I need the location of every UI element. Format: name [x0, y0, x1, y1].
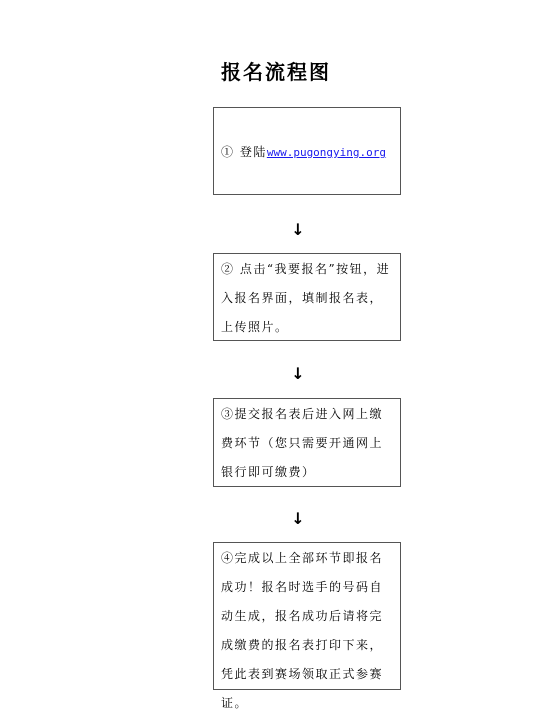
step-2-text: ② 点击“我要报名”按钮，进入报名界面，填制报名表，上传照片。 — [221, 262, 391, 334]
step-3-box — [213, 398, 401, 487]
down-arrow-icon: ↓ — [291, 509, 305, 528]
website-link[interactable]: www.pugongying.org — [266, 146, 387, 159]
step-4-box — [213, 542, 401, 710]
down-arrow-icon: ↓ — [291, 364, 305, 383]
page-title: 报名流程图 — [221, 60, 331, 84]
step-1-text: ① 登陆 — [221, 145, 267, 159]
down-arrow-icon: ↓ — [291, 220, 305, 239]
step-2-box — [213, 253, 401, 341]
step-3-text: ③提交报名表后进入网上缴费环节（您只需要开通网上银行即可缴费） — [221, 407, 384, 479]
step-4-text: ④完成以上全部环节即报名成功！报名时选手的号码自动生成，报名成功后请将完成缴费的报名表打印下来，凭此表到赛场领取正式参赛证。 — [221, 551, 384, 710]
step-1-box — [213, 107, 401, 195]
